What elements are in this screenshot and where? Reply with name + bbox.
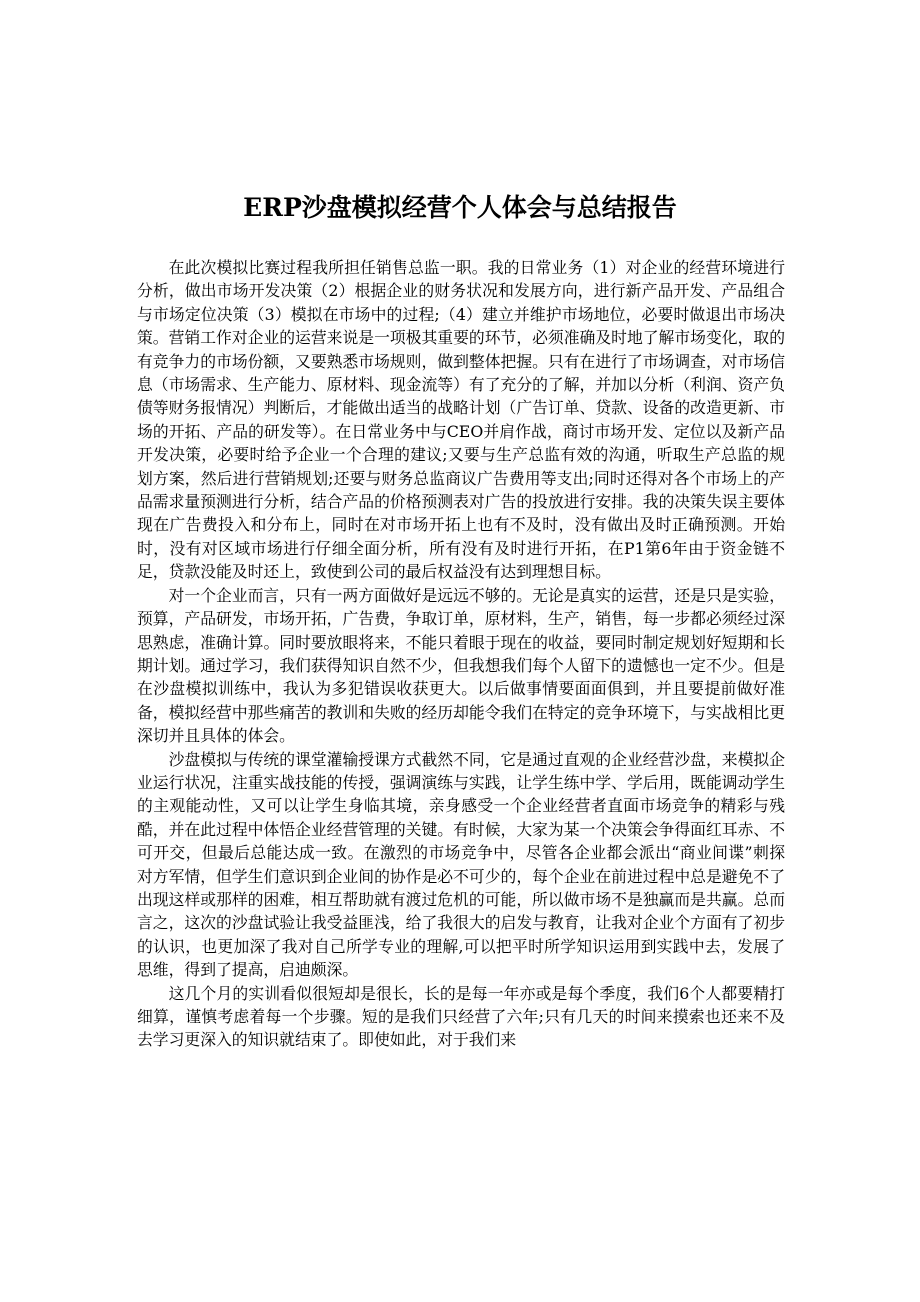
paragraph-3: 沙盘模拟与传统的课堂灌输授课方式截然不同，它是通过直观的企业经营沙盘，来模拟企业运行状况，注重实战技能的传授，强调演练与实践，让学生练中学、学后用，既能调动学生的主观能动性，又可以让学生身临其境，亲身感受一个企业经营者直面市场竞争的精彩与残酷，并在此过程中体悟企业经营管理的关键。有时候，大家为某一个决策会争得面红耳赤、不可开交，但最后总能达成一致。在激烈的市场竞争中，尽管各企业都会派出“商业间谍”刺探对方军情，但学生们意识到企业间的协作是必不可少的，每个企业在前进过程中总是避免不了出现这样或那样的困难，相互帮助就有渡过危机的可能，所以做市场不是独赢而是共赢。总而言之，这次的沙盘试验让我受益匪浅，给了我很大的启发与教育，让我对企业个方面有了初步的认识，也更加深了我对自己所学专业的理解,可以把平时所学知识运用到实践中去，发展了思维，得到了提高，启迪颇深。: [137, 749, 785, 980]
document-title: ERP沙盘模拟经营个人体会与总结报告: [243, 193, 677, 222]
document-body: [137, 256, 785, 1052]
paragraph-4: 这几个月的实训看似很短却是很长，长的是每一年亦或是每个季度，我们6个人都要精打细算，谨慎考虑着每一个步骤。短的是我们只经营了六年;只有几天的时间来摸索也还来不及去学习更深入的知识就结束了。即使如此，对于我们来: [137, 983, 785, 1050]
paragraph-1: 在此次模拟比赛过程我所担任销售总监一职。我的日常业务（1）对企业的经营环境进行分析，做出市场开发决策（2）根据企业的财务状况和发展方向，进行新产品开发、产品组合与市场定位决策（3）模拟在市场中的过程;（4）建立并维护市场地位，必要时做退出市场决策。营销工作对企业的运营来说是一项极其重要的环节，必须准确及时地了解市场变化，取的有竞争力的市场份额，又要熟悉市场规则，做到整体把握。只有在进行了市场调查，对市场信息（市场需求、生产能力、原材料、现金流等）有了充分的了解，并加以分析（利润、资产负债等财务报情况）判断后，才能做出适当的战略计划（广告订单、贷款、设备的改造更新、市场的开拓、产品的研发等）。在日常业务中与CEO并肩作战，商讨市场开发、定位以及新产品开发决策，必要时给予企业一个合理的建议;又要与生产总监有效的沟通，听取生产总监的规划方案，然后进行营销规划;还要与财务总监商议广告费用等支出;同时还得对各个市场上的产品需求量预测进行分析，结合产品的价格预测表对广告的投放进行安排。我的决策失误主要体现在广告费投入和分布上，同时在对市场开拓上也有不及时，没有做出及时正确预测。开始时，没有对区域市场进行仔细全面分析，所有没有及时进行开拓，在P1第6年由于资金链不足，贷款没能及时还上，致使到公司的最后权益没有达到理想目标。: [137, 258, 785, 582]
paragraph-2: 对一个企业而言，只有一两方面做好是远远不够的。无论是真实的运营，还是只是实验，预算，产品研发，市场开拓，广告费，争取订单，原材料，生产，销售，每一步都必须经过深思熟虑，准确计算。同时要放眼将来，不能只着眼于现在的收益，要同时制定规划好短期和长期计划。通过学习，我们获得知识自然不少，但我想我们每个人留下的遗憾也一定不少。但是在沙盘模拟训练中，我认为多犯错误收获更大。以后做事情要面面俱到，并且要提前做好准备，模拟经营中那些痛苦的教训和失败的经历却能令我们在特定的竞争环境下，与实战相比更深切并且具体的体会。: [137, 585, 785, 746]
